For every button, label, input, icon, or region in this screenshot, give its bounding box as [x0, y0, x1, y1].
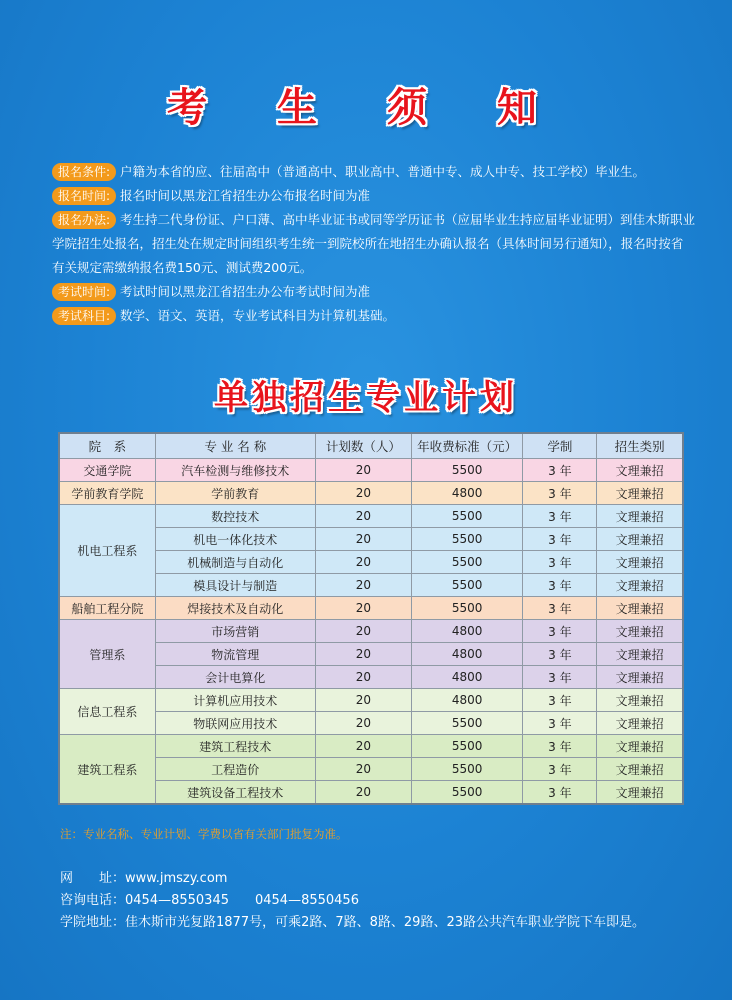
quota-cell: 20	[315, 643, 411, 666]
fee-cell: 5500	[411, 574, 523, 597]
quota-cell: 20	[315, 620, 411, 643]
category-cell: 文理兼招	[597, 459, 683, 482]
category-cell: 文理兼招	[597, 643, 683, 666]
major-cell: 机械制造与自动化	[155, 551, 315, 574]
table-row	[59, 689, 683, 712]
quota-cell: 20	[315, 482, 411, 505]
fee-cell: 4800	[411, 643, 523, 666]
notice-text: 考生持二代身份证、户口薄、高中毕业证书或同等学历证书（应届毕业生持应届毕业证明）到佳木斯职业	[120, 212, 696, 227]
major-cell: 数控技术	[155, 505, 315, 528]
footnote: 注：专业名称、专业计划、学费以省有关部门批复为准。	[60, 827, 348, 841]
duration-cell: 3 年	[523, 781, 597, 805]
fee-cell: 5500	[411, 735, 523, 758]
category-cell: 文理兼招	[597, 551, 683, 574]
notice-block	[52, 160, 702, 328]
duration-cell: 3 年	[523, 620, 597, 643]
quota-cell: 20	[315, 666, 411, 689]
duration-cell: 3 年	[523, 551, 597, 574]
notice-text: 有关规定需缴纳报名费150元、测试费200元。	[52, 260, 313, 275]
department-cell: 船舶工程分院	[59, 597, 155, 620]
quota-cell: 20	[315, 781, 411, 805]
fee-cell: 4800	[411, 666, 523, 689]
fee-cell: 5500	[411, 505, 523, 528]
department-cell: 建筑工程系	[59, 735, 155, 805]
notice-item-condition	[52, 160, 702, 184]
header-category: 招生类别	[597, 433, 683, 459]
quota-cell: 20	[315, 574, 411, 597]
table-body	[59, 459, 683, 805]
notice-tag: 报名时间:	[52, 187, 116, 205]
category-cell: 文理兼招	[597, 482, 683, 505]
table-row	[59, 620, 683, 643]
notice-text: 报名时间以黑龙江省招生办公布报名时间为准	[120, 188, 371, 203]
major-cell: 工程造价	[155, 758, 315, 781]
major-cell: 物联网应用技术	[155, 712, 315, 735]
header-quota: 计划数（人）	[315, 433, 411, 459]
enrollment-plan-table	[58, 432, 684, 805]
duration-cell: 3 年	[523, 528, 597, 551]
notice-text: 考试时间以黑龙江省招生办公布考试时间为准	[120, 284, 371, 299]
department-cell: 信息工程系	[59, 689, 155, 735]
quota-cell: 20	[315, 505, 411, 528]
category-cell: 文理兼招	[597, 712, 683, 735]
fee-cell: 4800	[411, 620, 523, 643]
notice-item-subjects	[52, 304, 702, 328]
duration-cell: 3 年	[523, 574, 597, 597]
table-row	[59, 735, 683, 758]
notice-text: 学院招生处报名，招生处在规定时间组织考生统一到院校所在地招生办确认报名（具体时间另行通知），报名时按省	[52, 236, 684, 251]
major-cell: 学前教育	[155, 482, 315, 505]
category-cell: 文理兼招	[597, 597, 683, 620]
table-row	[59, 459, 683, 482]
department-cell: 学前教育学院	[59, 482, 155, 505]
notice-text: 户籍为本省的应、往届高中（普通高中、职业高中、普通中专、成人中专、技工学校）毕业生。	[120, 164, 646, 179]
notice-tag: 考试时间:	[52, 283, 116, 301]
quota-cell: 20	[315, 528, 411, 551]
notice-tag: 报名办法:	[52, 211, 116, 229]
department-cell: 机电工程系	[59, 505, 155, 597]
contact-block	[60, 868, 720, 934]
notice-text: 数学、语文、英语，专业考试科目为计算机基础。	[120, 308, 396, 323]
category-cell: 文理兼招	[597, 574, 683, 597]
major-cell: 物流管理	[155, 643, 315, 666]
duration-cell: 3 年	[523, 712, 597, 735]
fee-cell: 5500	[411, 459, 523, 482]
category-cell: 文理兼招	[597, 666, 683, 689]
category-cell: 文理兼招	[597, 505, 683, 528]
department-cell: 交通学院	[59, 459, 155, 482]
major-cell: 会计电算化	[155, 666, 315, 689]
duration-cell: 3 年	[523, 758, 597, 781]
table-row	[59, 597, 683, 620]
header-duration: 学制	[523, 433, 597, 459]
major-cell: 建筑设备工程技术	[155, 781, 315, 805]
fee-cell: 4800	[411, 482, 523, 505]
website: 网 址：www.jmszy.com	[60, 871, 228, 886]
category-cell: 文理兼招	[597, 620, 683, 643]
category-cell: 文理兼招	[597, 689, 683, 712]
quota-cell: 20	[315, 689, 411, 712]
notice-item-method	[52, 208, 702, 280]
major-cell: 计算机应用技术	[155, 689, 315, 712]
duration-cell: 3 年	[523, 482, 597, 505]
page-title: 考 生 须 知	[167, 84, 565, 131]
department-cell: 管理系	[59, 620, 155, 689]
quota-cell: 20	[315, 735, 411, 758]
major-cell: 模具设计与制造	[155, 574, 315, 597]
fee-cell: 5500	[411, 528, 523, 551]
duration-cell: 3 年	[523, 689, 597, 712]
quota-cell: 20	[315, 597, 411, 620]
major-cell: 市场营销	[155, 620, 315, 643]
quota-cell: 20	[315, 459, 411, 482]
notice-tag: 考试科目:	[52, 307, 116, 325]
major-cell: 机电一体化技术	[155, 528, 315, 551]
duration-cell: 3 年	[523, 597, 597, 620]
duration-cell: 3 年	[523, 459, 597, 482]
phone: 咨询电话：0454—8550345 0454—8550456	[60, 893, 359, 908]
category-cell: 文理兼招	[597, 735, 683, 758]
duration-cell: 3 年	[523, 666, 597, 689]
quota-cell: 20	[315, 712, 411, 735]
table-row	[59, 482, 683, 505]
fee-cell: 5500	[411, 758, 523, 781]
notice-item-exam-time	[52, 280, 702, 304]
fee-cell: 5500	[411, 712, 523, 735]
major-cell: 建筑工程技术	[155, 735, 315, 758]
address: 学院地址：佳木斯市光复路1877号，可乘2路、7路、8路、29路、23路公共汽车职业学院下车即是。	[60, 915, 645, 930]
major-cell: 汽车检测与维修技术	[155, 459, 315, 482]
table-header-row	[59, 433, 683, 459]
duration-cell: 3 年	[523, 643, 597, 666]
fee-cell: 5500	[411, 551, 523, 574]
notice-tag: 报名条件:	[52, 163, 116, 181]
quota-cell: 20	[315, 551, 411, 574]
duration-cell: 3 年	[523, 735, 597, 758]
major-cell: 焊接技术及自动化	[155, 597, 315, 620]
header-major: 专 业 名 称	[155, 433, 315, 459]
header-department: 院 系	[59, 433, 155, 459]
header-fee: 年收费标准（元）	[411, 433, 523, 459]
fee-cell: 5500	[411, 597, 523, 620]
fee-cell: 5500	[411, 781, 523, 805]
plan-title: 单独招生专业计划	[214, 378, 518, 418]
category-cell: 文理兼招	[597, 528, 683, 551]
fee-cell: 4800	[411, 689, 523, 712]
category-cell: 文理兼招	[597, 781, 683, 805]
notice-item-time	[52, 184, 702, 208]
duration-cell: 3 年	[523, 505, 597, 528]
category-cell: 文理兼招	[597, 758, 683, 781]
quota-cell: 20	[315, 758, 411, 781]
table-row	[59, 505, 683, 528]
